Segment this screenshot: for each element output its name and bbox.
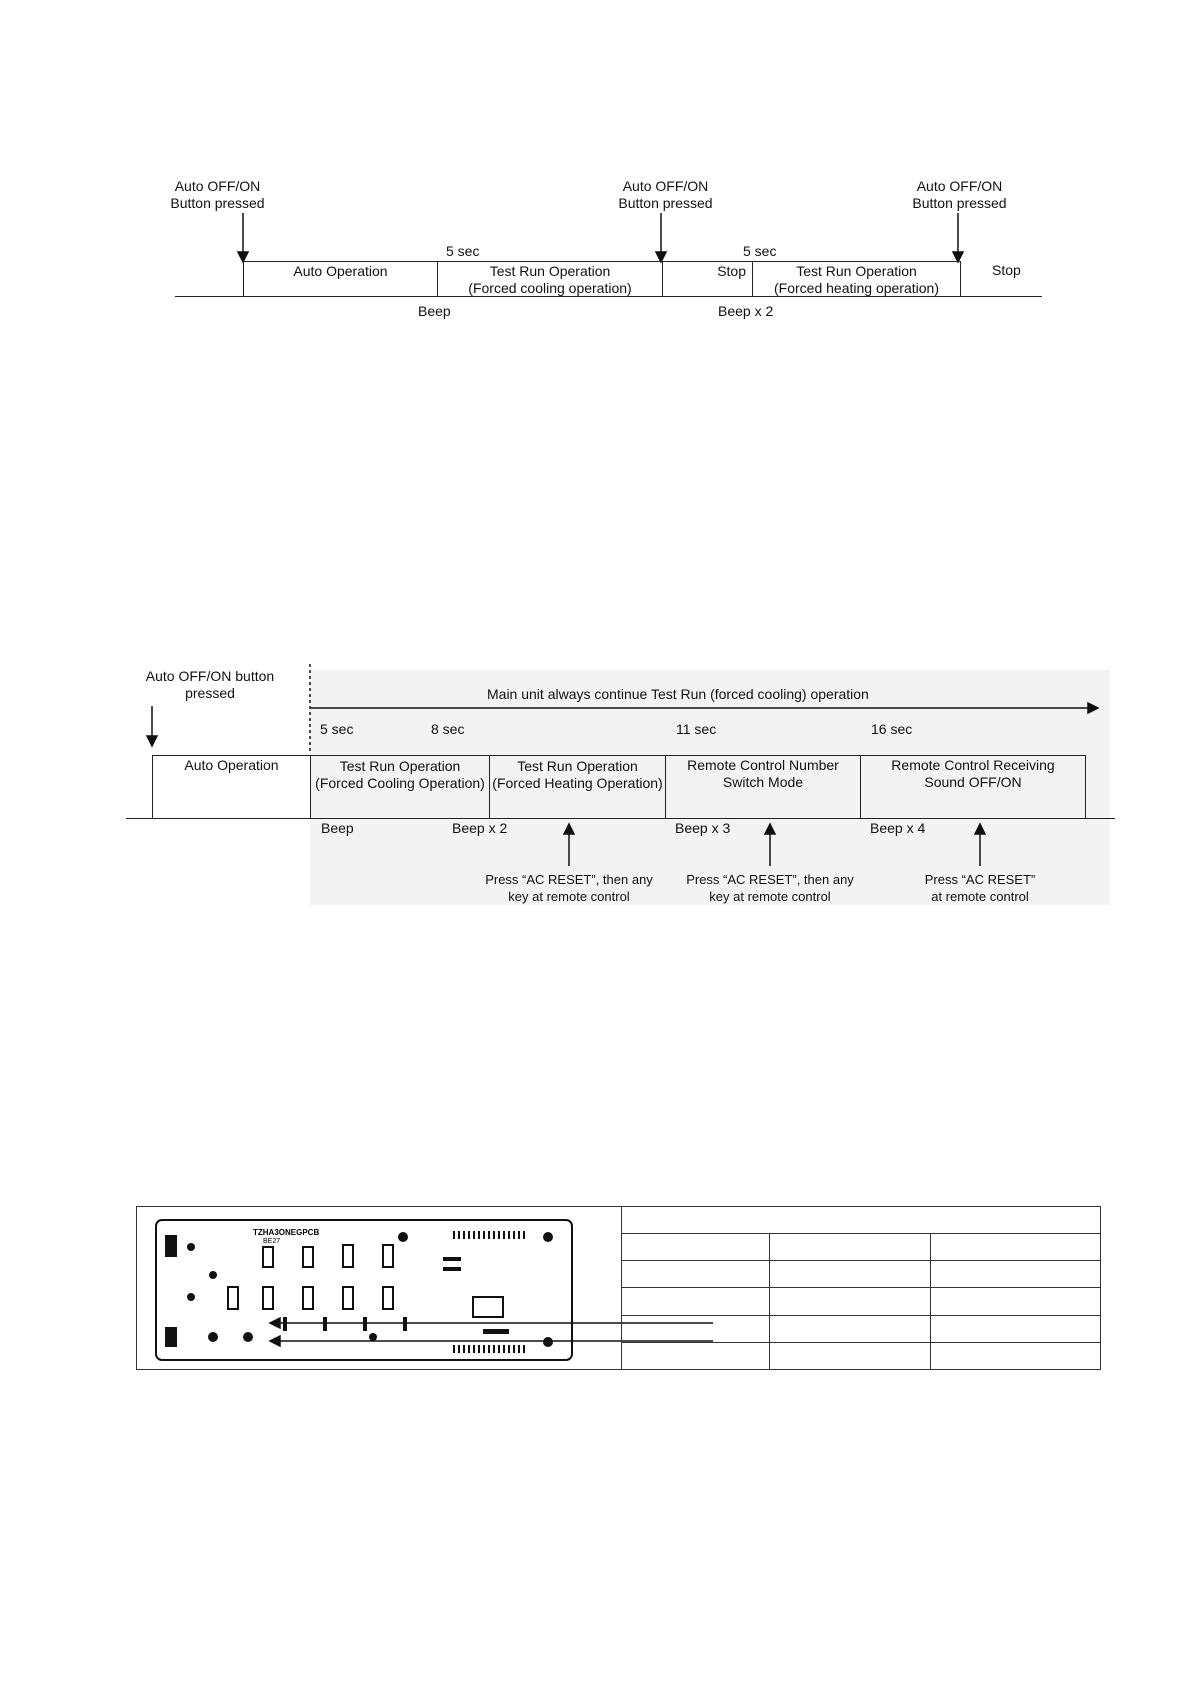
- instruction-2-line2: key at remote control: [709, 889, 831, 904]
- press-label-2-line2: Button pressed: [618, 195, 713, 211]
- instruction-3: [880, 871, 1080, 905]
- end-stop-label: Stop: [992, 262, 1021, 278]
- segment-sublabel: Sound OFF/ON: [924, 774, 1022, 790]
- segment-auto-operation-2: [152, 755, 311, 819]
- instruction-1: [469, 871, 669, 905]
- main-unit-note: Main unit always continue Test Run (forced cooling) operation: [487, 686, 869, 702]
- up-arrow-head-icon: [564, 824, 574, 834]
- press-label-3-line1: Auto OFF/ON: [916, 178, 1003, 194]
- segment-remote-number-mode: [665, 755, 861, 819]
- press-label-main-line2: pressed: [185, 685, 235, 701]
- press-label-1-line2: Button pressed: [170, 195, 265, 211]
- instruction-3-line2: at remote control: [931, 889, 1029, 904]
- table-row: [622, 1315, 1101, 1342]
- time-label-8sec: 8 sec: [431, 721, 465, 737]
- segment-sublabel: (Forced Cooling Operation): [315, 775, 485, 791]
- right-arrow-head-icon: [1088, 703, 1098, 713]
- timeline-baseline-2: [126, 818, 1115, 819]
- segment-receiving-sound: [860, 755, 1086, 819]
- table-row: [622, 1261, 1101, 1288]
- pcb-title: TZHA3ONEGPCB: [253, 1228, 320, 1237]
- time-label-5sec-a: 5 sec: [446, 243, 480, 259]
- time-label-5sec: 5 sec: [320, 721, 354, 737]
- time-label-16sec: 16 sec: [871, 721, 913, 737]
- instruction-1-line2: key at remote control: [508, 889, 630, 904]
- beep-label-2: Beep x 2: [718, 303, 774, 319]
- table-row: [622, 1342, 1101, 1369]
- up-arrow-head-icon: [975, 824, 985, 834]
- segment-label: Test Run Operation: [517, 758, 638, 774]
- beep-label-a: Beep: [321, 820, 354, 836]
- press-label-1-line1: Auto OFF/ON: [174, 178, 261, 194]
- beep-label-c: Beep x 3: [675, 820, 731, 836]
- segment-label: Test Run Operation: [489, 263, 611, 279]
- press-label-main-line1: Auto OFF/ON button: [145, 668, 275, 684]
- instruction-2-line1: Press “AC RESET”, then any: [686, 872, 854, 887]
- beep-label-d: Beep x 4: [870, 820, 926, 836]
- instruction-1-line1: Press “AC RESET”, then any: [485, 872, 653, 887]
- segment-sublabel: (Forced heating operation): [774, 280, 939, 296]
- segment-label: Test Run Operation: [339, 758, 461, 774]
- pcb-code: BE27: [263, 1238, 281, 1245]
- down-arrow-head-icon: [147, 736, 157, 746]
- settings-table: [621, 1233, 1101, 1370]
- time-label-11sec: 11 sec: [676, 721, 717, 737]
- pcb-panel: [136, 1206, 1101, 1370]
- segment-label: Remote Control Number: [687, 757, 839, 773]
- beep-label-1: Beep: [418, 303, 451, 319]
- table-row: [622, 1288, 1101, 1315]
- instruction-3-line1: Press “AC RESET”: [924, 872, 1036, 887]
- segment-label: Auto Operation: [293, 263, 388, 279]
- segment-sublabel: (Forced cooling operation): [468, 280, 632, 296]
- segment-label: Auto Operation: [184, 757, 279, 773]
- segment-label: Stop: [717, 263, 746, 279]
- segment-label: Test Run Operation: [796, 263, 917, 279]
- instruction-2: [670, 871, 870, 905]
- time-label-5sec-b: 5 sec: [743, 243, 777, 259]
- segment-sublabel: Switch Mode: [722, 774, 804, 790]
- segment-test-run-heating-2: [489, 755, 666, 819]
- beep-label-b: Beep x 2: [452, 820, 508, 836]
- segment-sublabel: (Forced Heating Operation): [492, 775, 663, 791]
- press-label-2-line1: Auto OFF/ON: [622, 178, 709, 194]
- segment-test-run-cooling-2: [310, 755, 490, 819]
- press-label-3-line2: Button pressed: [912, 195, 1007, 211]
- up-arrow-head-icon: [765, 824, 775, 834]
- table-row: [622, 1234, 1101, 1261]
- segment-label: Remote Control Receiving: [891, 757, 1055, 773]
